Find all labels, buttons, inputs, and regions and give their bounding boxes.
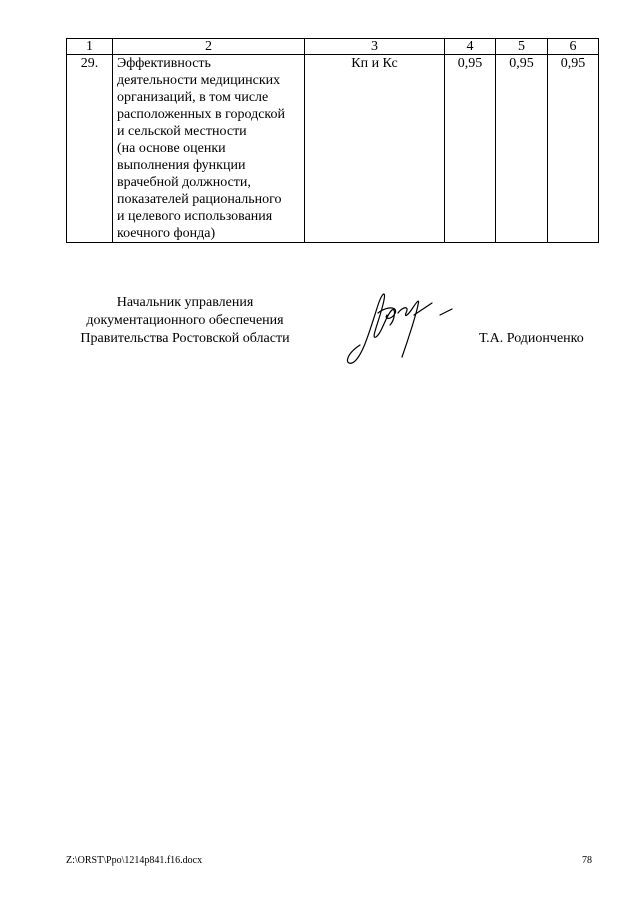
table-row [67, 55, 599, 243]
signatory-position [60, 294, 310, 348]
description-line: и целевого использования [117, 209, 273, 224]
description-line: выполнения функции [117, 158, 246, 173]
signatory-name: Т.А. Родионченко [479, 331, 584, 346]
description-line: коечного фонда) [117, 226, 216, 241]
header-cell-3: 3 [305, 39, 445, 55]
header-cell-6: 6 [548, 39, 599, 55]
footer-file-path: Z:\ORST\Ppo\1214p841.f16.docx [66, 855, 203, 866]
row-number: 29. [67, 55, 113, 243]
header-cell-1: 1 [67, 39, 113, 55]
page-number: 78 [582, 855, 592, 866]
row-value-5: 0,95 [496, 55, 548, 243]
row-description [113, 55, 305, 243]
indicator-table [66, 38, 599, 243]
description-line: врачебной должности, [117, 175, 251, 190]
row-value-6: 0,95 [548, 55, 599, 243]
row-code: Кп и Кс [305, 55, 445, 243]
description-line: показателей рационального [117, 192, 282, 207]
description-line: расположенных в городской [117, 107, 285, 122]
handwritten-signature [340, 285, 460, 365]
position-line: документационного обеспечения [86, 313, 284, 328]
header-cell-2: 2 [113, 39, 305, 55]
table-header-row [67, 39, 599, 55]
description-line: Эффективность [117, 56, 211, 71]
description-line: и сельской местности [117, 124, 247, 139]
row-value-4: 0,95 [445, 55, 496, 243]
position-line: Правительства Ростовской области [80, 331, 290, 346]
header-cell-4: 4 [445, 39, 496, 55]
description-line: организаций, в том числе [117, 90, 269, 105]
description-line: деятельности медицинских [117, 73, 281, 88]
header-cell-5: 5 [496, 39, 548, 55]
position-line: Начальник управления [116, 295, 254, 310]
description-line: (на основе оценки [117, 141, 226, 156]
